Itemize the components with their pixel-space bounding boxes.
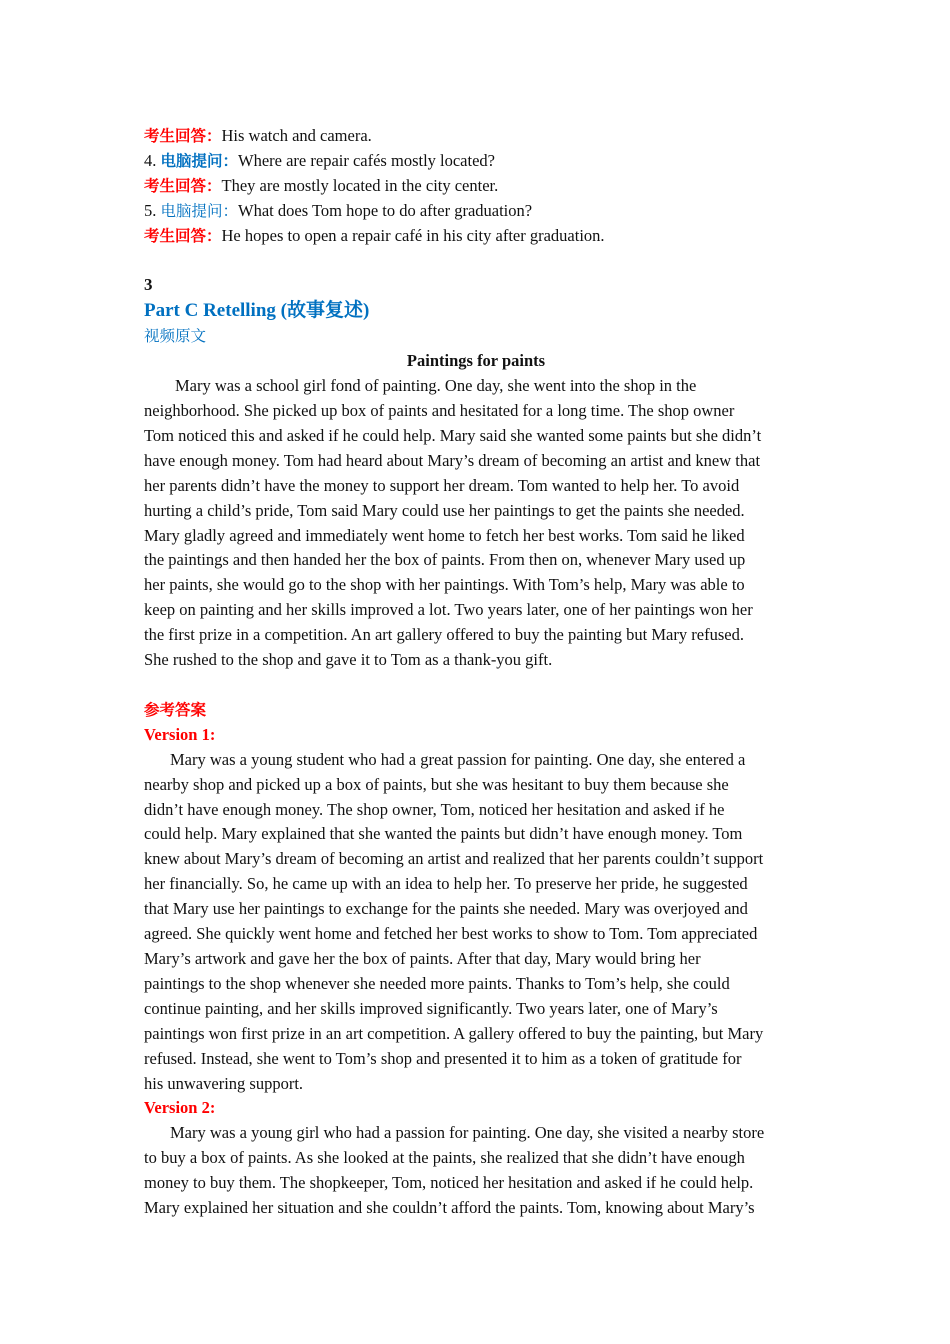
version-1-line: could help. Mary explained that she wanted the paints but didn’t have enough money. Tom [144,824,743,844]
story-line: She rushed to the shop and gave it to Tom as a thank-you gift. [144,650,553,670]
version-1-line: paintings to the shop whenever she needed more paints. Thanks to Tom’s help, she could [144,973,730,993]
version-2-paragraph [144,1121,808,1221]
answer-label: 考生回答： [144,127,222,145]
story-line: Mary was a school girl fond of painting. One day, she went into the shop in the [175,376,697,396]
version-1-line: knew about Mary’s dream of becoming an artist and realized that her parents couldn’t support [144,849,764,869]
document-page [144,124,808,1221]
version-1-line: her financially. So, he came up with an idea to help her. To preserve her pride, he suggested [144,874,748,894]
answer-text: They are mostly located in the city center. [221,175,499,195]
spacer [144,673,808,698]
version-2-line: Mary explained her situation and she couldn’t afford the paints. Tom, knowing about Mary’s [144,1198,755,1218]
question-number: 5. [144,200,161,220]
spacer [144,249,808,274]
version-1-line: paintings won first prize in an art competition. A gallery offered to buy the painting, but Mary [144,1023,764,1043]
story-line: Mary gladly agreed and immediately went home to fetch her best works. Tom said he liked [144,525,745,545]
story-line: neighborhood. She picked up box of paints and hesitated for a long time. The shop owner [144,401,735,421]
version-1-line: nearby shop and picked up a box of paints, but she was hesitant to buy them because she [144,774,729,794]
version-1-label: Version 1: [144,724,216,744]
question-label: 电脑提问： [160,201,239,220]
section-number: 3 [144,275,153,295]
reference-answer-label: 参考答案 [144,700,207,719]
question-number: 4. [144,150,161,170]
version-2-line: money to buy them. The shopkeeper, Tom, noticed her hesitation and asked if he could help. [144,1173,754,1193]
question-label: 电脑提问： [160,151,239,170]
answer-label: 考生回答： [144,226,222,245]
story-line: keep on painting and her skills improved a lot. Two years later, one of her paintings won her [144,600,753,620]
answer-text: He hopes to open a repair café in his city after graduation. [221,225,605,245]
version-1-line: that Mary use her paintings to exchange for the paints she needed. Mary was overjoyed and [144,899,748,919]
part-title: Part C Retelling (故事复述) [144,300,370,322]
qa-answer-4 [144,174,808,199]
question-text: Where are repair cafés mostly located? [238,150,495,170]
version-1-line: Mary was a young student who had a great passion for painting. One day, she entered a [170,749,746,769]
story-title: Paintings for paints [406,351,546,371]
version-1-line: Mary’s artwork and gave her the box of paints. After that day, Mary would bring her [144,948,701,968]
version-1-line: didn’t have enough money. The shop owner, Tom, noticed her hesitation and asked if he [144,799,725,819]
version-2-line: to buy a box of paints. As she looked at the paints, she realized that she didn’t have enough [144,1148,745,1168]
version-1-paragraph [144,748,808,1097]
story-line: her paints, she would go to the shop with her paintings. With Tom’s help, Mary was able to [144,575,745,595]
story-paragraph [144,374,808,673]
version-1-line: refused. Instead, she went to Tom’s shop and presented it to him as a token of gratitude for [144,1048,742,1068]
story-line: Tom noticed this and asked if he could help. Mary said she wanted some paints but she didn’t [144,425,762,445]
answer-label: 考生回答： [144,176,222,195]
version-1-line: agreed. She quickly went home and fetched her best works to show to Tom. Tom appreciated [144,924,758,944]
story-line: have enough money. Tom had heard about Mary’s dream of becoming an artist and knew that [144,450,761,470]
story-line: hurting a child’s pride, Tom said Mary could use her paintings to get the paints she needed. [144,500,745,520]
story-line: the first prize in a competition. An art gallery offered to buy the painting but Mary refused. [144,625,744,645]
story-line: the paintings and then handed her the box of paints. From then on, whenever Mary used up [144,550,746,570]
version-1-line: continue painting, and her skills improved significantly. Two years later, one of Mary’s [144,998,718,1018]
version-2-label: Version 2: [144,1098,216,1118]
video-transcript-label: 视频原文 [144,327,207,346]
qa-answer-3 [144,124,808,149]
answer-text: His watch and camera. [221,126,372,145]
question-text: What does Tom hope to do after graduation? [238,200,533,220]
qa-question-4 [144,149,808,174]
version-2-line: Mary was a young girl who had a passion for painting. One day, she visited a nearby store [170,1123,765,1143]
version-1-line: his unwavering support. [144,1073,304,1093]
qa-answer-5 [144,224,808,249]
story-line: her parents didn’t have the money to support her dream. Tom wanted to help her. To avoid [144,475,740,495]
qa-question-5 [144,199,808,224]
